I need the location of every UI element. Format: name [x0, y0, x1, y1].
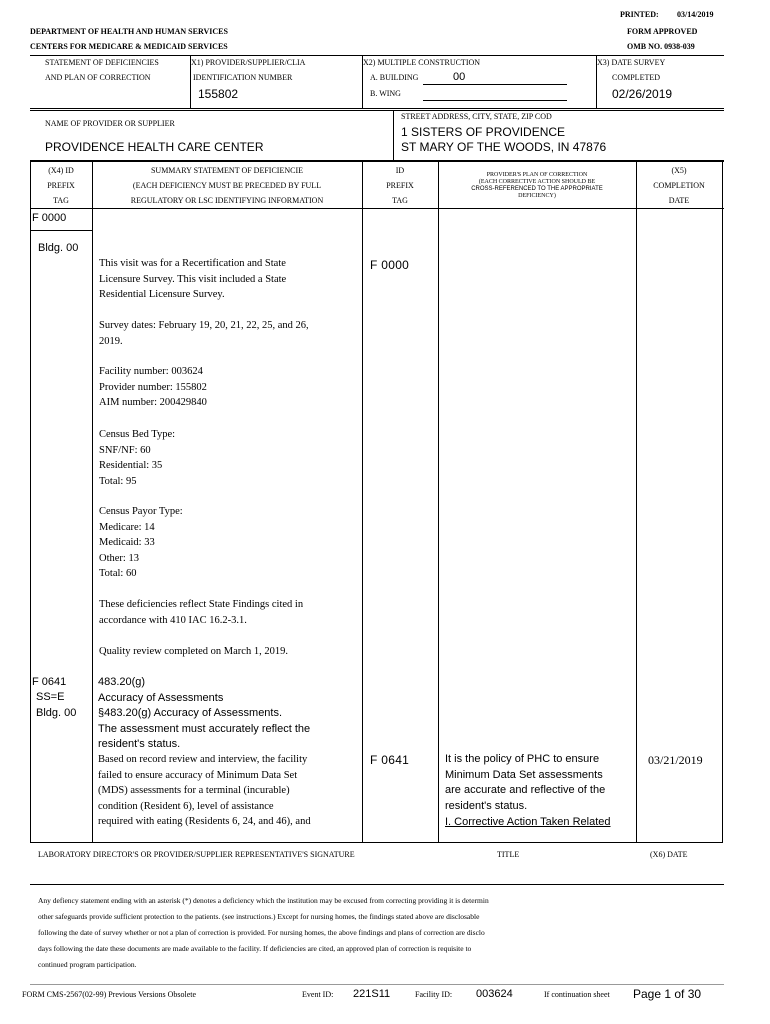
printed-date: 03/14/2019: [677, 10, 714, 19]
intro-paragraph: This visit was for a Recertification and State Licensure Survey. This visit included a State Residential Licensure Survey.: [99, 258, 287, 300]
plan-header-3: CROSS-REFERENCED TO THE APPROPRIATE: [471, 186, 603, 192]
disclaimer-line-2: other safeguards provide sufficient protection to the patients. (see instructions.) Except for nursing homes, the findings stated above are disclosable: [38, 912, 480, 921]
x3-label-2: COMPLETED: [612, 73, 660, 82]
event-id-value: 221S11: [353, 988, 391, 1000]
statement-label-2: AND PLAN OF CORRECTION: [45, 73, 151, 82]
signature-label: LABORATORY DIRECTOR'S OR PROVIDER/SUPPLIER REPRESENTATIVE'S SIGNATURE: [38, 850, 355, 859]
tag-f0000: F 0000: [32, 212, 67, 224]
provider-name-label: NAME OF PROVIDER OR SUPPLIER: [45, 119, 175, 128]
building-f0641: Bldg. 00: [36, 707, 77, 719]
x4-header-2: PREFIX: [47, 181, 75, 190]
disclaimer-line-1: Any defiency statement ending with an asterisk (*) denotes a deficiency which the institution may be excused from correcting providing it is determin: [38, 896, 489, 905]
census-payor-type: Census Payor Type: Medicare: 14 Medicaid: 33 Other: 13 Total: 60: [99, 506, 183, 579]
plan-header-2: (EACH CORRECTIVE ACTION SHOULD BE: [478, 179, 596, 185]
address-line-2: ST MARY OF THE WOODS, IN 47876: [401, 140, 607, 154]
omb-number: OMB NO. 0938-039: [627, 42, 695, 51]
continuation-label: If continuation sheet: [544, 990, 610, 999]
state-findings: These deficiencies reflect State Findings cited in accordance with 410 IAC 16.2-3.1.: [99, 599, 304, 626]
building-f0000: Bldg. 00: [38, 242, 79, 254]
address-line-1: 1 SISTERS OF PROVIDENCE: [401, 125, 566, 139]
building-value: 00: [453, 71, 466, 83]
provider-id-number: 155802: [198, 87, 239, 101]
x1-label-1: X1) PROVIDER/SUPPLIER/CLIA: [191, 58, 306, 67]
scope-severity: SS=E: [36, 691, 65, 703]
plan-header-4: DEFICIENCY): [518, 193, 556, 199]
x4-header-1: (X4) ID: [48, 166, 74, 175]
survey-dates: Survey dates: February 19, 20, 21, 22, 25, and 26, 2019.: [99, 320, 309, 347]
department-title: DEPARTMENT OF HEALTH AND HUMAN SERVICES: [30, 27, 228, 36]
disclaimer-line-4: days following the date these documents are made available to the facility. If deficiencies are cited, an approved plan of correction is requisite to: [38, 944, 472, 953]
page-number: Page 1 of 30: [633, 987, 702, 1001]
disclaimer-line-3: following the date of survey whether or not a plan of correction is provided. For nursing homes, the above findings and plans of correction are disclo: [38, 928, 485, 937]
id-header-1: ID: [395, 166, 405, 175]
x1-label-2: IDENTIFICATION NUMBER: [193, 73, 293, 82]
x4-header-3: TAG: [53, 196, 69, 205]
title-label: TITLE: [497, 850, 520, 859]
completion-date: 03/21/2019: [648, 753, 703, 767]
form-number: FORM CMS-2567(02-99) Previous Versions Obsolete: [22, 990, 197, 999]
finding-paragraph: Based on record review and interview, the facility failed to ensure accuracy of Minimum Data Set (MDS) assessments for a terminal (incurable) condition (Resident 6), level of assistance required with eating (Residents 6, 24, and 46), and: [98, 754, 311, 827]
tag-f0641-right: F 0641: [370, 753, 410, 767]
quality-review: Quality review completed on March 1, 2019.: [99, 646, 288, 657]
facility-id-label: Facility ID:: [415, 990, 453, 999]
provider-name: PROVIDENCE HEALTH CARE CENTER: [45, 140, 264, 154]
printed-label: PRINTED:: [620, 10, 659, 19]
event-id-label: Event ID:: [302, 990, 334, 999]
disclaimer-line-5: continued program participation.: [38, 960, 137, 969]
facility-id-value: 003624: [476, 988, 513, 1000]
regulation-text: 483.20(g) Accuracy of Assessments §483.20(g) Accuracy of Assessments. The assessment must accurately reflect the resident's status.: [98, 676, 311, 750]
census-bed-type: Census Bed Type: SNF/NF: 60 Residential: 35 Total: 95: [99, 429, 176, 487]
plan-of-correction: It is the policy of PHC to ensure Minimum Data Set assessments are accurate and reflective of the resident's status.: [445, 753, 606, 812]
summary-header-2: (EACH DEFICIENCY MUST BE PRECEDED BY FULL: [132, 181, 322, 190]
summary-header-1: SUMMARY STATEMENT OF DEFICIENCIE: [150, 166, 304, 175]
x5-header-2: COMPLETION: [653, 181, 705, 190]
address-label: STREET ADDRESS, CITY, STATE, ZIP COD: [401, 112, 552, 121]
x5-header-3: DATE: [668, 196, 690, 205]
centers-title: CENTERS FOR MEDICARE & MEDICAID SERVICES: [30, 42, 228, 51]
facility-numbers: Facility number: 003624 Provider number: 155802 AIM number: 200429840: [99, 366, 207, 408]
summary-header-3: REGULATORY OR LSC IDENTIFYING INFORMATION: [130, 196, 324, 205]
x5-header-1: (X5): [671, 166, 687, 175]
signature-date-label: (X6) DATE: [650, 850, 688, 859]
building-label: A. BUILDING: [370, 73, 419, 82]
corrective-action-heading: I. Corrective Action Taken Related: [445, 816, 611, 828]
form-approved: FORM APPROVED: [627, 27, 698, 36]
statement-label-1: STATEMENT OF DEFICIENCIES: [45, 58, 159, 67]
tag-f0000-right: F 0000: [370, 258, 410, 272]
x2-label: X2) MULTIPLE CONSTRUCTION: [363, 58, 481, 67]
id-header-3: TAG: [392, 196, 408, 205]
plan-header-1: PROVIDER'S PLAN OF CORRECTION: [486, 172, 588, 178]
survey-date: 02/26/2019: [612, 87, 673, 101]
x3-label-1: X3) DATE SURVEY: [597, 58, 666, 67]
wing-label: B. WING: [370, 89, 401, 98]
tag-f0641: F 0641: [32, 676, 67, 688]
id-header-2: PREFIX: [386, 181, 414, 190]
